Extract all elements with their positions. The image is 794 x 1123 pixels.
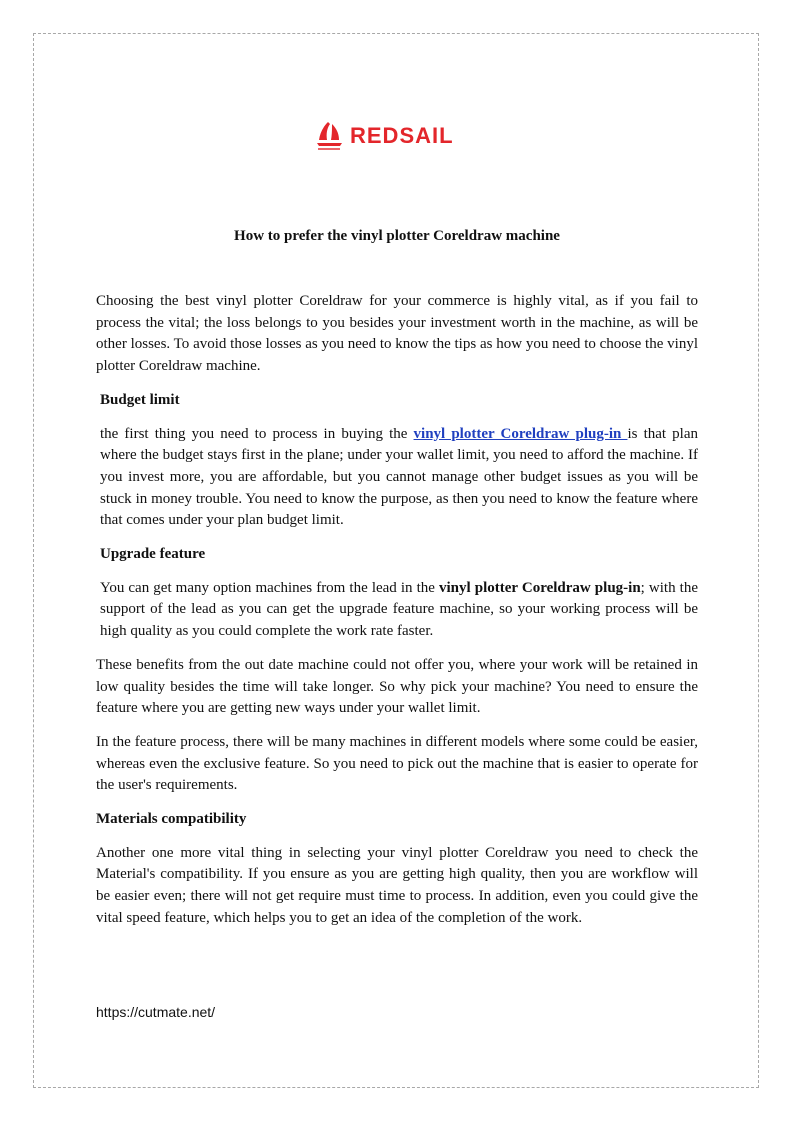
- intro-paragraph: Choosing the best vinyl plotter Coreldraw for your commerce is highly vital, as if you fail to process the vital; the loss belongs to you besides your investment worth in the machine, as will be other losses. To avoid those losses as you need to know the tips as how you need to choose the vinyl plotter Coreldraw machine.: [96, 293, 698, 375]
- upgrade-text-before: You can get many option machines from the lead in the: [100, 579, 439, 596]
- budget-heading: Budget limit: [100, 391, 180, 408]
- brand-logo: [314, 118, 464, 154]
- document-body: [96, 291, 698, 942]
- upgrade-paragraph-2: These benefits from the out date machine could not offer you, where your work will be retained in low quality besides the time will take longer. So why pick your machine? You need to ensure the feature where you are getting new ways under your wallet limit.: [96, 656, 698, 717]
- upgrade-heading: Upgrade feature: [100, 546, 206, 563]
- budget-text-before: the first thing you need to process in buying the: [100, 425, 414, 442]
- upgrade-paragraph-3: In the feature process, there will be many machines in different models where some could be easier, whereas even the exclusive feature. So you need to pick out the machine that is easier to operate for the user's requirements.: [96, 733, 698, 794]
- document-title: How to prefer the vinyl plotter Coreldraw machine: [234, 228, 560, 244]
- logo-wordmark: REDSAIL: [350, 123, 454, 148]
- upgrade-paragraph-1: [96, 578, 698, 643]
- budget-text-after: is that plan where the budget stays first in the plane; under your wallet limit, you need to afford the machine. If you invest more, you are affordable, but you cannot manage other budget issues as you will be stuck in money trouble. You need to know the purpose, as then you need to know the feature where that comes under your plan budget limit.: [100, 425, 698, 529]
- footer-url-link[interactable]: https://cutmate.net/: [96, 1004, 216, 1020]
- upgrade-text-after: ; with the support of the lead as you can get the upgrade feature machine, so your working process will be high quality as you could complete the work rate faster.: [100, 579, 698, 640]
- materials-heading: Materials compatibility: [96, 811, 247, 828]
- sail-logo-icon-underline: [318, 148, 340, 150]
- sail-logo-icon-base: [317, 143, 342, 146]
- budget-paragraph: [96, 424, 698, 533]
- sail-logo-icon: [314, 118, 464, 154]
- sail-logo-icon-right: [331, 124, 339, 140]
- sail-logo-icon-left: [319, 122, 330, 140]
- vinyl-plotter-link[interactable]: vinyl plotter Coreldraw plug-in: [413, 425, 628, 442]
- materials-paragraph: Another one more vital thing in selecting your vinyl plotter Coreldraw you need to check the Material's compatibility. If you ensure as you are getting high quality, then you are workflow will be easier even; there will not get require must time to process. In addition, even you could give the vital speed feature, which helps you to get an idea of the completion of the work.: [96, 844, 698, 926]
- upgrade-bold-phrase: vinyl plotter Coreldraw plug-in: [439, 579, 641, 596]
